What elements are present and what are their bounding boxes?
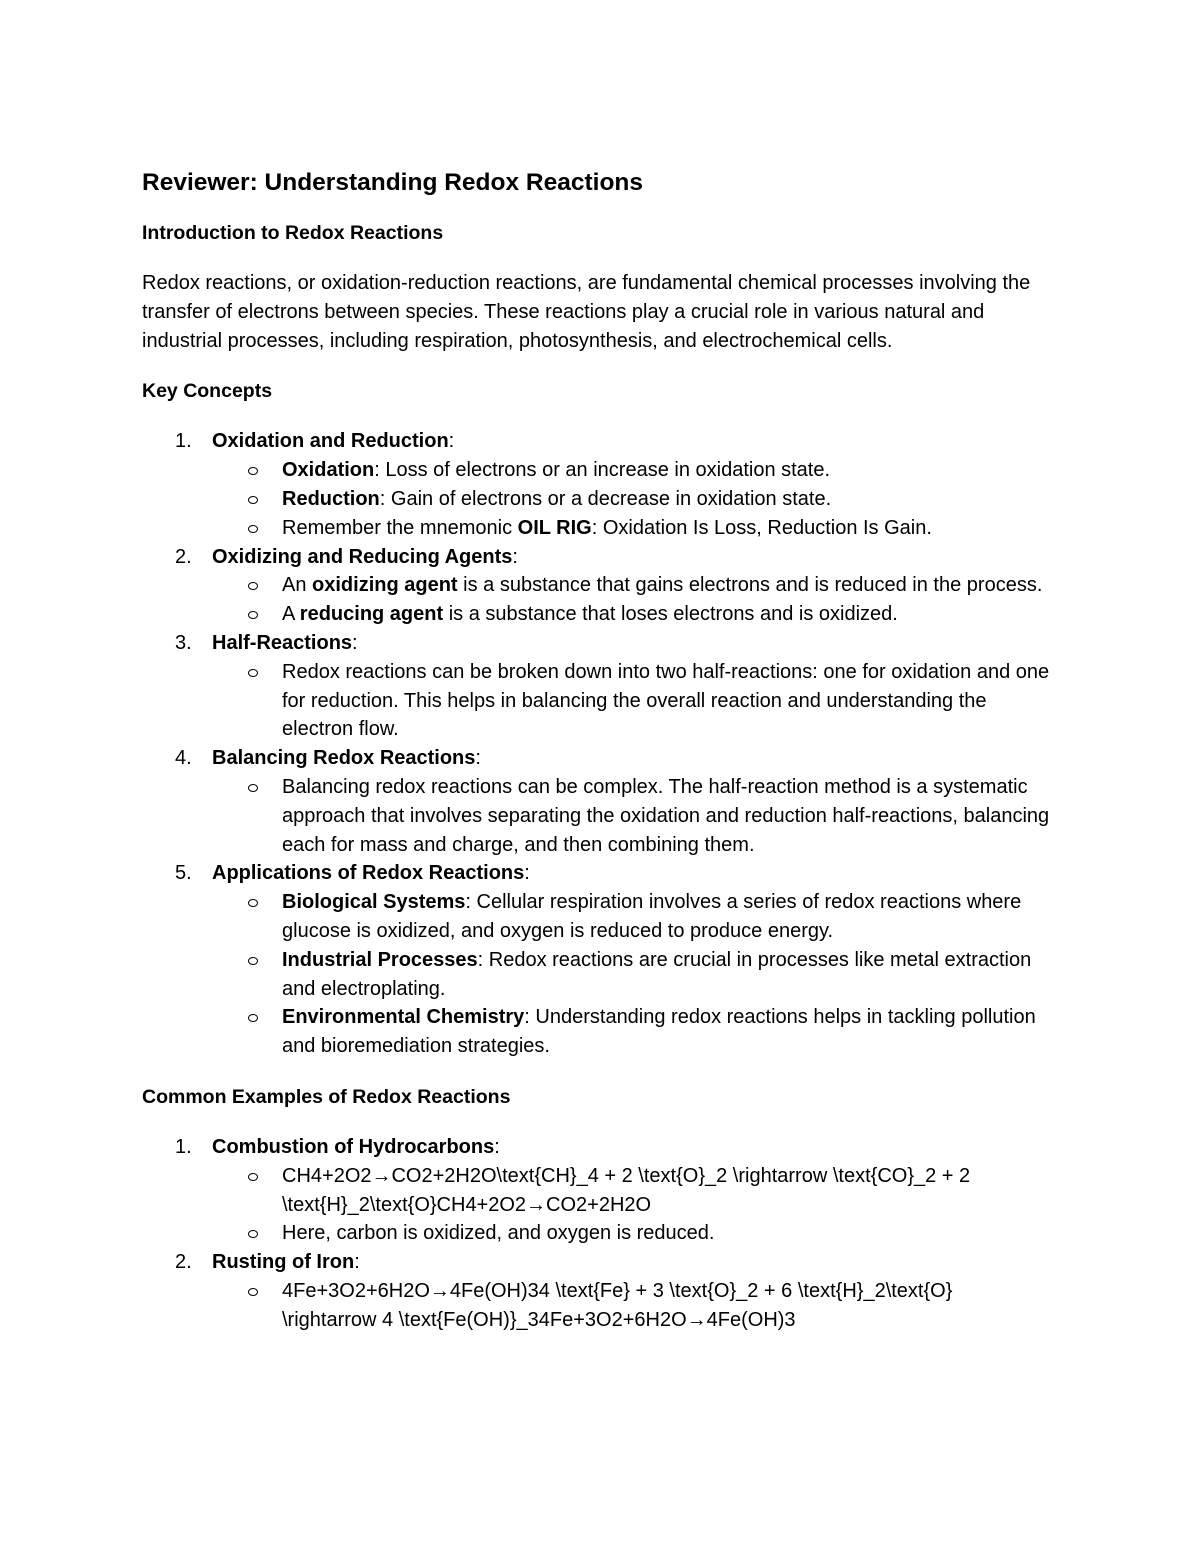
document-page (142, 166, 1052, 1335)
hollow-bullet-icon (248, 1014, 258, 1022)
sub-list (212, 571, 1052, 629)
sub-item-text: Redox reactions can be broken down into two half-reactions: one for oxidation and one for reduction. This helps in balancing the overall reaction and understanding the electron flow. (282, 660, 1050, 741)
list-item-suffix: : (475, 747, 481, 770)
sub-list (212, 658, 1052, 744)
list-item (142, 543, 1052, 629)
sub-list-item (212, 1003, 1052, 1061)
sub-list (212, 1277, 1052, 1335)
list-item-title: Combustion of Hydrocarbons (212, 1135, 495, 1158)
sub-item-text: 4Fe+3O2+6H2O→4Fe(OH)34 \text{Fe} + 3 \text{O}_2 + 6 \text{H}_2\text{O} \rightarrow 4 \text{Fe(OH)}_34Fe+3O2+6H2O→4Fe(OH)3 (282, 1279, 953, 1331)
sub-list (212, 456, 1052, 542)
sub-item-text: An (282, 574, 313, 597)
sub-item-text: Remember the mnemonic (282, 516, 518, 539)
sub-list-item (212, 1219, 1052, 1248)
sub-list-item (212, 514, 1052, 543)
sub-item-bold-term: Environmental Chemistry (282, 1006, 525, 1029)
list-item (142, 859, 1052, 1061)
sub-list-item (212, 600, 1052, 629)
sub-item-text-after: : Oxidation Is Loss, Reduction Is Gain. (591, 516, 932, 539)
sub-item-text: Here, carbon is oxidized, and oxygen is reduced. (282, 1222, 715, 1245)
sub-item-text: A (282, 603, 300, 626)
hollow-bullet-icon (248, 957, 258, 965)
list-number: 2. (175, 545, 192, 568)
list-item-title: Oxidizing and Reducing Agents (212, 545, 513, 568)
list-item-suffix: : (354, 1251, 360, 1274)
sub-item-text-after: : Redox reactions are crucial in processes like metal extraction and electroplating. (282, 948, 1032, 1000)
list-number: 4. (175, 747, 192, 770)
sub-list (212, 888, 1052, 1061)
sub-list-item (212, 571, 1052, 600)
intro-heading: Introduction to Redox Reactions (142, 222, 444, 244)
list-item-title: Half-Reactions (212, 631, 353, 654)
sub-list-item (212, 1162, 1052, 1220)
key-concepts-list (142, 427, 1052, 1061)
sub-item-text-after: : Understanding redox reactions helps in tackling pollution and bioremediation strategies. (282, 1006, 1036, 1058)
list-number: 2. (175, 1251, 192, 1274)
list-number: 1. (175, 1135, 192, 1158)
sub-item-bold-term: oxidizing agent (312, 574, 458, 597)
sub-list (212, 773, 1052, 859)
sub-item-bold-term: Oxidation (282, 459, 375, 482)
hollow-bullet-icon (248, 582, 258, 590)
sub-item-bold-term: Reduction (282, 487, 380, 510)
hollow-bullet-icon (248, 784, 258, 792)
hollow-bullet-icon (248, 525, 258, 533)
sub-list-item (212, 456, 1052, 485)
list-item (142, 744, 1052, 859)
sub-list-item (212, 658, 1052, 744)
document-title: Reviewer: Understanding Redox Reactions (142, 169, 644, 196)
list-item (142, 1133, 1052, 1248)
sub-item-text: Balancing redox reactions can be complex. The half-reaction method is a systematic approach that involves separating the oxidation and reduction half-reactions, balancing each for mass and charge, and then combining them. (282, 775, 1050, 856)
sub-item-bold-term: Biological Systems (282, 891, 466, 914)
sub-item-bold-term: Industrial Processes (282, 948, 478, 971)
sub-list-item (212, 1277, 1052, 1335)
list-number: 1. (175, 430, 192, 453)
sub-item-text: CH4+2O2→CO2+2H2O\text{CH}_4 + 2 \text{O}_2 \rightarrow \text{CO}_2 + 2 \text{H}_2\text{O}CH4+2O2→CO2+2H2O (282, 1164, 971, 1216)
list-item-title: Oxidation and Reduction (212, 430, 449, 453)
hollow-bullet-icon (248, 496, 258, 504)
list-item (142, 1248, 1052, 1334)
hollow-bullet-icon (248, 669, 258, 677)
sub-item-text-after: : Loss of electrons or an increase in oxidation state. (374, 459, 831, 482)
sub-list-item (212, 888, 1052, 946)
sub-item-bold-term: reducing agent (299, 603, 444, 626)
hollow-bullet-icon (248, 1230, 258, 1238)
hollow-bullet-icon (248, 611, 258, 619)
list-item-suffix: : (494, 1135, 500, 1158)
hollow-bullet-icon (248, 899, 258, 907)
list-item-suffix: : (524, 862, 530, 885)
examples-heading: Common Examples of Redox Reactions (142, 1085, 511, 1108)
hollow-bullet-icon (248, 467, 258, 475)
list-item (142, 629, 1052, 744)
key-concepts-heading: Key Concepts (142, 380, 273, 403)
list-item-title: Balancing Redox Reactions (212, 747, 476, 770)
sub-item-text-after: : Cellular respiration involves a series of redox reactions where glucose is oxidized, and oxygen is reduced to produce energy. (282, 891, 1022, 942)
sub-item-text-after: : Gain of electrons or a decrease in oxidation state. (379, 487, 832, 510)
sub-list-item (212, 946, 1052, 1004)
list-item-title: Applications of Redox Reactions (212, 862, 525, 885)
sub-list (212, 1162, 1052, 1248)
examples-list (142, 1133, 1052, 1335)
intro-paragraph: Redox reactions, or oxidation-reduction reactions, are fundamental chemical processes involving the transfer of electrons between species. These reactions play a crucial role in various natural and industrial processes, including respiration, photosynthesis, and electrochemical cells. (142, 272, 1031, 352)
sub-item-text-after: is a substance that gains electrons and is reduced in the process. (457, 574, 1043, 597)
sub-list-item (212, 485, 1052, 514)
list-item-suffix: : (512, 545, 518, 568)
sub-item-text-after: is a substance that loses electrons and is oxidized. (443, 603, 898, 626)
sub-list-item (212, 773, 1052, 859)
list-item-suffix: : (352, 631, 358, 654)
hollow-bullet-icon (248, 1173, 258, 1181)
list-item (142, 427, 1052, 542)
list-item-suffix: : (448, 430, 455, 453)
sub-item-bold-term: OIL RIG (517, 516, 592, 539)
list-number: 5. (175, 862, 192, 885)
list-item-title: Rusting of Iron (212, 1251, 355, 1274)
hollow-bullet-icon (248, 1288, 258, 1296)
list-number: 3. (175, 631, 192, 654)
